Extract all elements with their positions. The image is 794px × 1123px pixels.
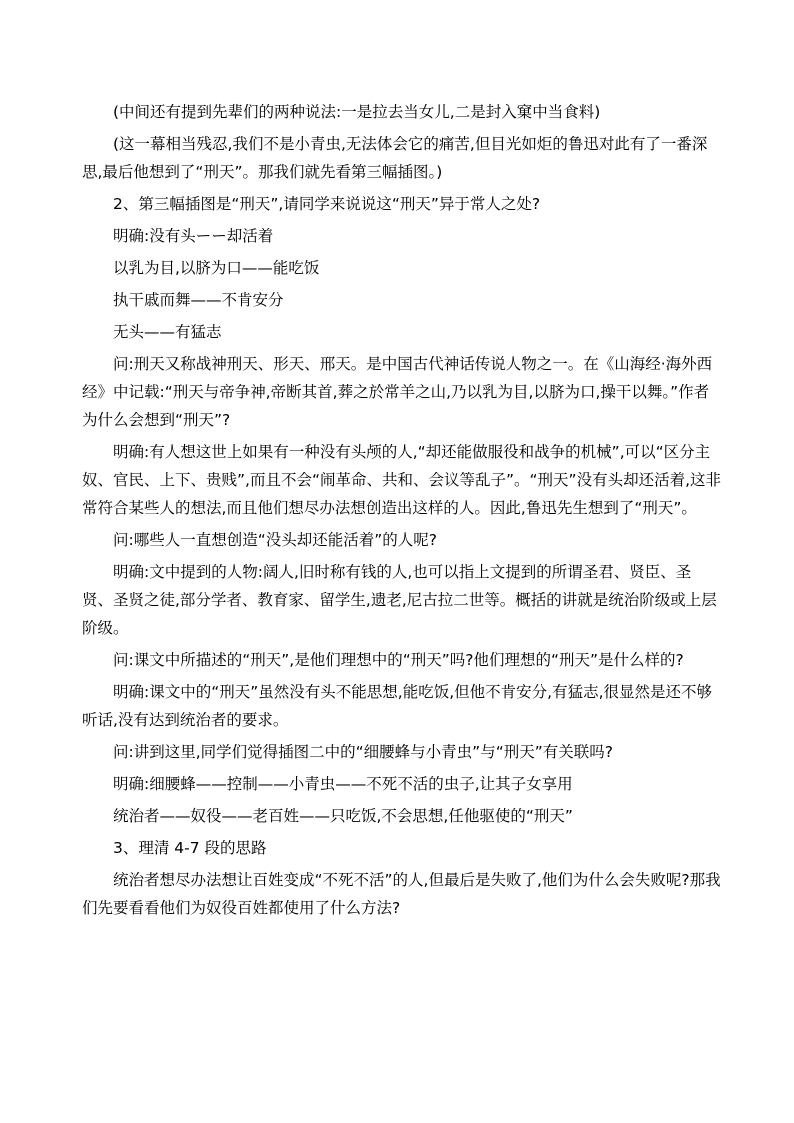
paragraph-question-ideal: 问:课文中所描述的“刑天”,是他们理想中的“刑天”吗?他们理想的“刑天”是什么样的?: [113, 651, 684, 669]
paragraph-answer-xingtian: 明确:有人想这世上如果有一种没有头颅的人,“却还能做服役和战争的机械”,可以“区分主奴、官民、上下、贵贱”,而且不会“闹革命、共和、会议等乱子”。“刑天”没有头却还活着,这非常符合某些人的想法,而且他们想尽办法想创造出这样的人。因此,鲁迅先生想到了“刑天”。: [82, 443, 722, 517]
paragraph-note-predecessors: (中间还有提到先辈们的两种说法:一是拉去当女儿,二是封入窠中当食料): [113, 103, 601, 121]
paragraph-closing-question: 统治者想尽办法想让百姓变成“不死不活”的人,但最后是失败了,他们为什么会失败呢?那我们先要看看他们为奴役百姓都使用了什么方法?: [82, 871, 721, 917]
paragraph-question-who: 问:哪些人一直想创造“没头却还能活着”的人呢?: [113, 531, 438, 549]
document-body: [82, 98, 722, 922]
paragraph-question-xingtian: 问:刑天又称战神刑天、形天、邢天。是中国古代神话传说人物之一。在《山海经·海外西经》中记载:“刑天与帝争神,帝断其首,葬之於常羊之山,乃以乳为目,以脐为口,操干以舞。”作者为什么会想到“刑天”?: [82, 355, 713, 429]
paragraph-section-2-heading: 2、第三幅插图是“刑天”,请同学来说说这“刑天”异于常人之处?: [113, 195, 541, 213]
paragraph-answer-eat: 以乳为目,以脐为口——能吃饭: [113, 259, 320, 277]
paragraph-answer-ideal: 明确:课文中的“刑天”虽然没有头不能思想,能吃饭,但他不肯安分,有猛志,很显然是还不够听话,没有达到统治者的要求。: [82, 683, 712, 729]
paragraph-answer-ruler: 统治者——奴役——老百姓——只吃饭,不会思想,任他驱使的“刑天”: [113, 807, 573, 825]
paragraph-question-relation: 问:讲到这里,同学们觉得插图二中的“细腰蜂与小青虫”与“刑天”有关联吗?: [113, 743, 613, 761]
paragraph-answer-no-head: 明确:没有头ーー却活着: [113, 227, 274, 245]
paragraph-answer-dance: 执干戚而舞——不肯安分: [113, 291, 284, 309]
paragraph-answer-who: 明确:文中提到的人物:阔人,旧时称有钱的人,也可以指上文提到的所谓圣君、贤臣、圣贤、圣贤之徒,部分学者、教育家、留学生,遗老,尼古拉二世等。概括的讲就是统治阶级或上层阶级。: [82, 563, 717, 637]
paragraph-answer-will: 无头——有猛志: [113, 323, 222, 341]
paragraph-section-3-heading: 3、理清 4-7 段的思路: [113, 839, 267, 857]
paragraph-note-cruel-scene: (这一幕相当残忍,我们不是小青虫,无法体会它的痛苦,但目光如炬的鲁迅对此有了一番深思,最后他想到了“刑天”。那我们就先看第三幅插图。): [82, 135, 708, 181]
paragraph-answer-wasp: 明确:细腰蜂——控制——小青虫——不死不活的虫子,让其子女享用: [113, 775, 573, 793]
